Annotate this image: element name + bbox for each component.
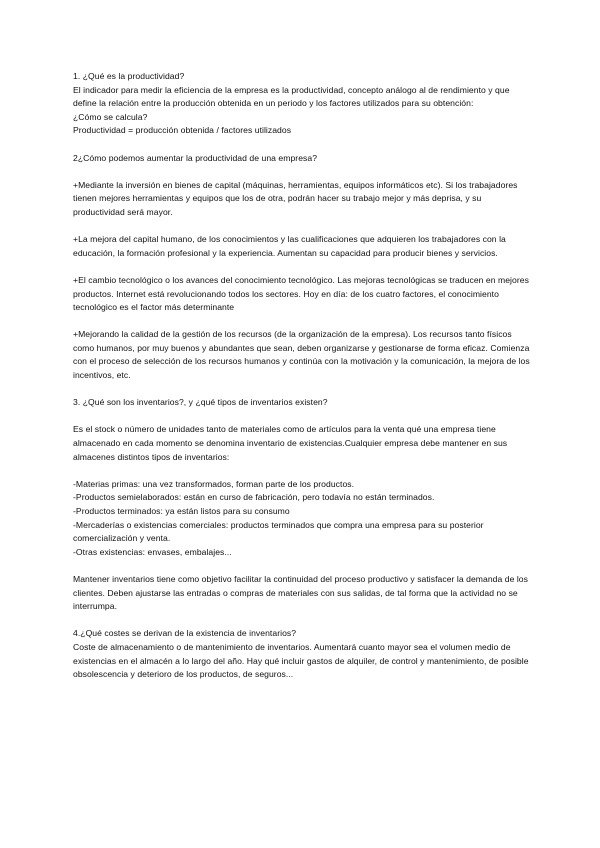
q3-type-item: -Productos terminados: ya están listos para su consumo [73,506,290,516]
q3-type-item: -Mercaderías o existencias comerciales: productos terminados que compra una empresa para su posterior comercialización y venta. [73,519,484,544]
q1-heading: 1. ¿Qué es la productividad? [73,71,185,81]
q3-closing: Mantener inventarios tiene como objetivo facilitar la continuidad del proceso productivo y satisfacer la demanda de los clientes. Deben ajustarse las entradas o compras de materiales con sus salidas, de tal forma que la actividad no se interrumpa. [73,573,528,612]
q2-item: +La mejora del capital humano, de los conocimientos y las cualificaciones que adquieren los trabajadores con la educación, la formación profesional y la experiencia. Aumentan su capacidad para producir bienes y servicios. [73,234,506,258]
q4-heading: 4.¿Qué costes se derivan de la existencia de inventarios? [73,628,297,639]
q1-formula: Productividad = producción obtenida / factores utilizados [73,125,292,136]
q2-item: +El cambio tecnológico o los avances del conocimiento tecnológico. Las mejoras tecnológicas se traducen en mejores productos. Internet está revolucionando todos los sectores. Hoy en día: de los cuatro factores, el conocimiento tecnológico es el factor más determinante [73,274,529,313]
q1-body: El indicador para medir la eficiencia de la empresa es la productividad, concepto análogo al de rendimiento y que define la relación entre la producción obtenida en un periodo y los factores utilizados para su obtención: [73,84,510,109]
q3-type-item: -Materias primas: una vez transformados, forman parte de los productos. [73,478,355,489]
q3-intro: Es el stock o número de unidades tanto de materiales como de artículos para la venta qué una empresa tiene almacenado en cada momento se denomina inventario de existencias.Cualquier empresa debe mantener en sus almacenes distintos tipos de inventarios: [73,424,508,462]
q2-heading: 2¿Cómo podemos aumentar la productividad de una empresa? [73,152,318,163]
q1-subheading: ¿Cómo se calcula? [73,111,148,122]
q3-heading: 3. ¿Qué son los inventarios?, y ¿qué tipos de inventarios existen? [73,397,328,408]
q4-body: Coste de almacenamiento o de mantenimiento de inventarios. Aumentará cuanto mayor sea el volumen medio de existencias en el almacén a lo largo del año. Hay qué incluir gastos de alquiler, de control y mantenimiento, de posible obsolescencia y deterioro de los productos, de seguros... [73,641,529,680]
q3-type-item: -Productos semielaborados: están en curso de fabricación, pero todavía no están terminados. [73,492,435,503]
q2-item: +Mediante la inversión en bienes de capital (máquinas, herramientas, equipos informáticos etc). Si los trabajadores tienen mejores herramientas y equipos que los de otra, podrán hacer su trabajo mejor y más deprisa, y su productividad será mayor. [73,179,518,217]
document-page [73,70,533,682]
q2-item: +Mejorando la calidad de la gestión de los recursos (de la organización de la empresa). Los recursos tanto físicos como humanos, por muy buenos y abundantes que sean, deben organizarse y gestionarse de forma eficaz. Comienza con el proceso de selección de los recursos humanos y continúa con la motivación y la comunicación, la mejora de los incentivos, etc. [73,329,530,381]
q3-type-item: -Otras existencias: envases, embalajes... [73,546,232,557]
